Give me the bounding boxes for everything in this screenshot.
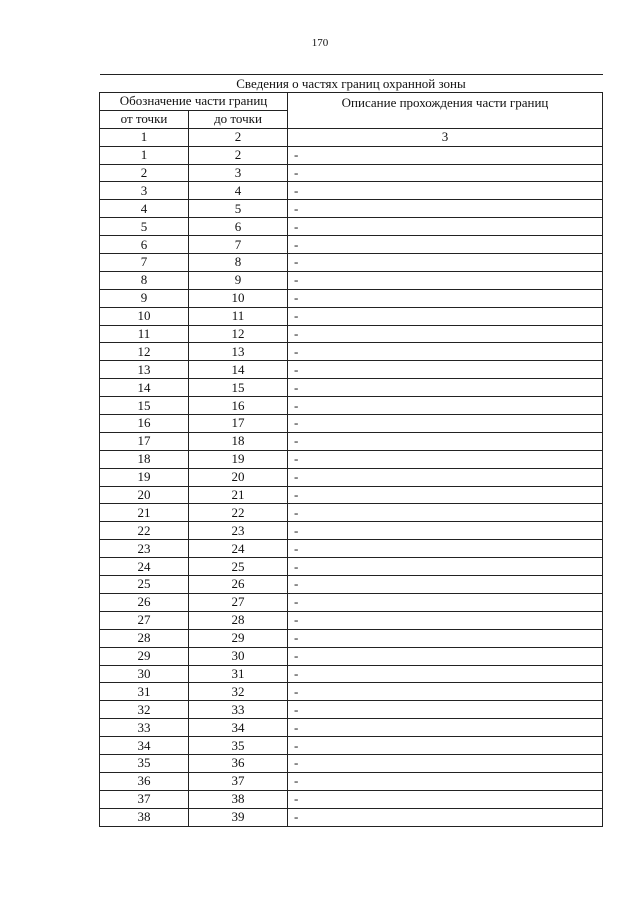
to-point-cell: 13 bbox=[189, 343, 288, 361]
table-row bbox=[100, 432, 603, 450]
table-row bbox=[100, 361, 603, 379]
table-row bbox=[100, 450, 603, 468]
from-point-cell: 29 bbox=[100, 647, 189, 665]
description-cell: - bbox=[288, 361, 603, 379]
header-from-point: от точки bbox=[100, 110, 189, 128]
table-row bbox=[100, 271, 603, 289]
to-point-cell: 18 bbox=[189, 432, 288, 450]
from-point-cell: 20 bbox=[100, 486, 189, 504]
to-point-cell: 30 bbox=[189, 647, 288, 665]
from-point-cell: 18 bbox=[100, 450, 189, 468]
to-point-cell: 26 bbox=[189, 576, 288, 594]
table-row bbox=[100, 504, 603, 522]
description-cell: - bbox=[288, 236, 603, 254]
from-point-cell: 4 bbox=[100, 200, 189, 218]
table-title-row bbox=[100, 75, 603, 93]
description-cell: - bbox=[288, 772, 603, 790]
table-row bbox=[100, 593, 603, 611]
table-row bbox=[100, 468, 603, 486]
to-point-cell: 6 bbox=[189, 218, 288, 236]
from-point-cell: 6 bbox=[100, 236, 189, 254]
description-cell: - bbox=[288, 146, 603, 164]
table-body bbox=[100, 146, 603, 826]
to-point-cell: 8 bbox=[189, 254, 288, 272]
table-row bbox=[100, 397, 603, 415]
description-cell: - bbox=[288, 593, 603, 611]
to-point-cell: 16 bbox=[189, 397, 288, 415]
header-group-label: Обозначение части границ bbox=[100, 93, 288, 111]
table-row bbox=[100, 540, 603, 558]
from-point-cell: 19 bbox=[100, 468, 189, 486]
table-row bbox=[100, 576, 603, 594]
column-number: 1 bbox=[100, 128, 189, 146]
to-point-cell: 2 bbox=[189, 146, 288, 164]
column-number-row bbox=[100, 128, 603, 146]
description-cell: - bbox=[288, 450, 603, 468]
to-point-cell: 17 bbox=[189, 415, 288, 433]
from-point-cell: 22 bbox=[100, 522, 189, 540]
from-point-cell: 8 bbox=[100, 271, 189, 289]
description-cell: - bbox=[288, 611, 603, 629]
description-cell: - bbox=[288, 397, 603, 415]
to-point-cell: 27 bbox=[189, 593, 288, 611]
description-cell: - bbox=[288, 164, 603, 182]
to-point-cell: 32 bbox=[189, 683, 288, 701]
table-row bbox=[100, 701, 603, 719]
to-point-cell: 5 bbox=[189, 200, 288, 218]
to-point-cell: 34 bbox=[189, 719, 288, 737]
to-point-cell: 29 bbox=[189, 629, 288, 647]
description-cell: - bbox=[288, 665, 603, 683]
to-point-cell: 3 bbox=[189, 164, 288, 182]
from-point-cell: 27 bbox=[100, 611, 189, 629]
from-point-cell: 1 bbox=[100, 146, 189, 164]
description-cell: - bbox=[288, 379, 603, 397]
table-row bbox=[100, 218, 603, 236]
to-point-cell: 28 bbox=[189, 611, 288, 629]
to-point-cell: 31 bbox=[189, 665, 288, 683]
table-row bbox=[100, 325, 603, 343]
to-point-cell: 35 bbox=[189, 737, 288, 755]
description-cell: - bbox=[288, 182, 603, 200]
to-point-cell: 7 bbox=[189, 236, 288, 254]
description-cell: - bbox=[288, 737, 603, 755]
description-cell: - bbox=[288, 468, 603, 486]
from-point-cell: 2 bbox=[100, 164, 189, 182]
table-row bbox=[100, 665, 603, 683]
table-row bbox=[100, 647, 603, 665]
table-row bbox=[100, 200, 603, 218]
description-cell: - bbox=[288, 647, 603, 665]
from-point-cell: 32 bbox=[100, 701, 189, 719]
description-cell: - bbox=[288, 719, 603, 737]
table-row bbox=[100, 307, 603, 325]
description-cell: - bbox=[288, 790, 603, 808]
description-cell: - bbox=[288, 325, 603, 343]
description-cell: - bbox=[288, 808, 603, 826]
from-point-cell: 13 bbox=[100, 361, 189, 379]
description-cell: - bbox=[288, 486, 603, 504]
table-row bbox=[100, 719, 603, 737]
table-row bbox=[100, 486, 603, 504]
to-point-cell: 25 bbox=[189, 558, 288, 576]
boundary-parts-table bbox=[99, 74, 603, 827]
description-cell: - bbox=[288, 218, 603, 236]
to-point-cell: 24 bbox=[189, 540, 288, 558]
from-point-cell: 3 bbox=[100, 182, 189, 200]
to-point-cell: 4 bbox=[189, 182, 288, 200]
description-cell: - bbox=[288, 289, 603, 307]
description-cell: - bbox=[288, 522, 603, 540]
description-cell: - bbox=[288, 307, 603, 325]
table-row bbox=[100, 772, 603, 790]
table-row bbox=[100, 754, 603, 772]
description-cell: - bbox=[288, 432, 603, 450]
from-point-cell: 9 bbox=[100, 289, 189, 307]
description-cell: - bbox=[288, 629, 603, 647]
from-point-cell: 34 bbox=[100, 737, 189, 755]
table-row bbox=[100, 254, 603, 272]
table-row bbox=[100, 343, 603, 361]
table-row bbox=[100, 415, 603, 433]
table-row bbox=[100, 558, 603, 576]
from-point-cell: 36 bbox=[100, 772, 189, 790]
to-point-cell: 23 bbox=[189, 522, 288, 540]
from-point-cell: 11 bbox=[100, 325, 189, 343]
table-row bbox=[100, 379, 603, 397]
to-point-cell: 14 bbox=[189, 361, 288, 379]
from-point-cell: 24 bbox=[100, 558, 189, 576]
description-cell: - bbox=[288, 200, 603, 218]
table-row bbox=[100, 182, 603, 200]
to-point-cell: 39 bbox=[189, 808, 288, 826]
description-cell: - bbox=[288, 415, 603, 433]
to-point-cell: 37 bbox=[189, 772, 288, 790]
table-row bbox=[100, 683, 603, 701]
from-point-cell: 23 bbox=[100, 540, 189, 558]
table-row bbox=[100, 790, 603, 808]
description-cell: - bbox=[288, 576, 603, 594]
description-cell: - bbox=[288, 683, 603, 701]
description-cell: - bbox=[288, 754, 603, 772]
from-point-cell: 21 bbox=[100, 504, 189, 522]
description-cell: - bbox=[288, 343, 603, 361]
table-row bbox=[100, 808, 603, 826]
from-point-cell: 14 bbox=[100, 379, 189, 397]
from-point-cell: 7 bbox=[100, 254, 189, 272]
from-point-cell: 38 bbox=[100, 808, 189, 826]
table-title: Сведения о частях границ охранной зоны bbox=[100, 75, 603, 93]
header-row-1 bbox=[100, 93, 603, 111]
to-point-cell: 22 bbox=[189, 504, 288, 522]
table-row bbox=[100, 146, 603, 164]
to-point-cell: 15 bbox=[189, 379, 288, 397]
from-point-cell: 17 bbox=[100, 432, 189, 450]
table-row bbox=[100, 164, 603, 182]
table-row bbox=[100, 629, 603, 647]
to-point-cell: 11 bbox=[189, 307, 288, 325]
to-point-cell: 19 bbox=[189, 450, 288, 468]
from-point-cell: 10 bbox=[100, 307, 189, 325]
from-point-cell: 12 bbox=[100, 343, 189, 361]
column-number: 3 bbox=[288, 128, 603, 146]
description-cell: - bbox=[288, 271, 603, 289]
from-point-cell: 31 bbox=[100, 683, 189, 701]
to-point-cell: 20 bbox=[189, 468, 288, 486]
to-point-cell: 12 bbox=[189, 325, 288, 343]
page-number: 170 bbox=[311, 37, 329, 49]
from-point-cell: 16 bbox=[100, 415, 189, 433]
table-row bbox=[100, 522, 603, 540]
to-point-cell: 9 bbox=[189, 271, 288, 289]
description-cell: - bbox=[288, 540, 603, 558]
to-point-cell: 33 bbox=[189, 701, 288, 719]
column-number: 2 bbox=[189, 128, 288, 146]
table-row bbox=[100, 611, 603, 629]
table-row bbox=[100, 737, 603, 755]
table-row bbox=[100, 236, 603, 254]
description-cell: - bbox=[288, 254, 603, 272]
to-point-cell: 36 bbox=[189, 754, 288, 772]
from-point-cell: 15 bbox=[100, 397, 189, 415]
from-point-cell: 35 bbox=[100, 754, 189, 772]
from-point-cell: 33 bbox=[100, 719, 189, 737]
table-row bbox=[100, 289, 603, 307]
description-cell: - bbox=[288, 558, 603, 576]
header-to-point: до точки bbox=[189, 110, 288, 128]
from-point-cell: 26 bbox=[100, 593, 189, 611]
description-cell: - bbox=[288, 504, 603, 522]
from-point-cell: 28 bbox=[100, 629, 189, 647]
description-cell: - bbox=[288, 701, 603, 719]
to-point-cell: 21 bbox=[189, 486, 288, 504]
from-point-cell: 37 bbox=[100, 790, 189, 808]
from-point-cell: 25 bbox=[100, 576, 189, 594]
from-point-cell: 30 bbox=[100, 665, 189, 683]
to-point-cell: 38 bbox=[189, 790, 288, 808]
to-point-cell: 10 bbox=[189, 289, 288, 307]
header-description: Описание прохождения части границ bbox=[288, 93, 603, 129]
from-point-cell: 5 bbox=[100, 218, 189, 236]
